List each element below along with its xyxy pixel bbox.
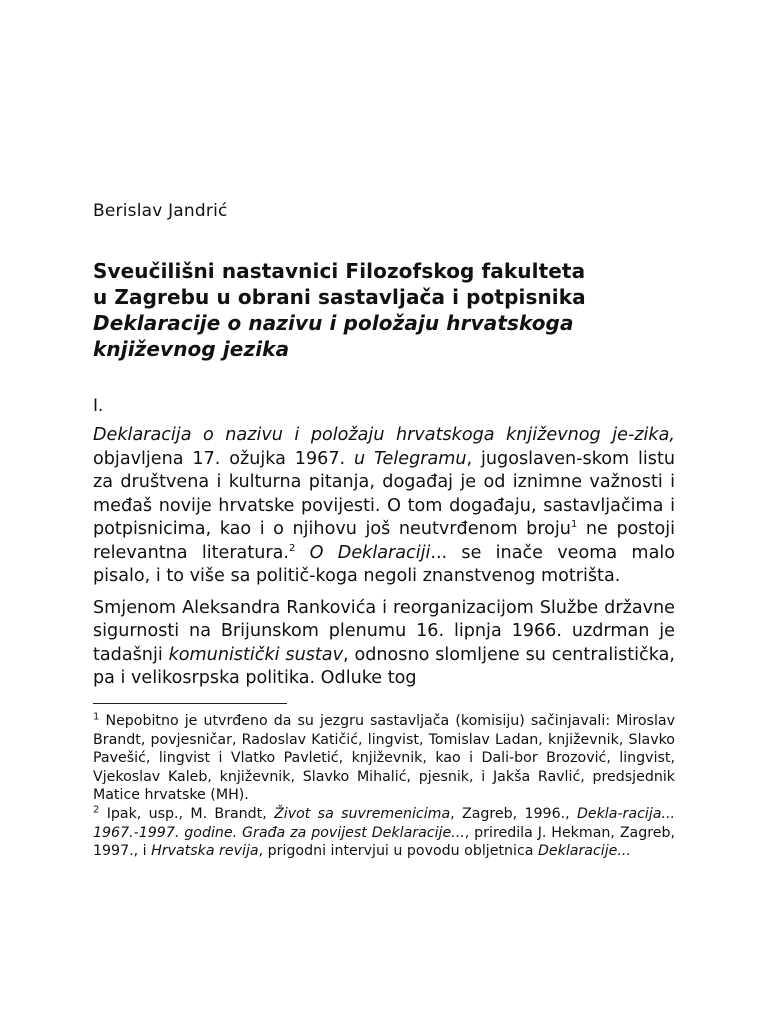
author-name: Berislav Jandrić <box>93 201 228 221</box>
body-text <box>93 424 675 699</box>
text-run: , Zagreb, 1996., <box>450 805 577 822</box>
footnote-1-text: Nepobitno je utvrđeno da su jezgru sastavljača (komisiju) sačinjavali: Miroslav Brandt, povjesničar, Radoslav Katičić, lingvist, Tomislav Ladan, književnik, Slavko Pavešić, lingvist i Vlatko Pavletić, književnik, kao i Dali-bor Brozović, lingvist, Vjekoslav Kaleb, književnik, Slavko Mihalić, pjesnik, i Jakša Ravlić, predsjednik Matice hrvatske (MH). <box>93 713 675 804</box>
title-line-2: u Zagrebu u obrani sastavljača i potpisnika <box>93 285 586 309</box>
footnote-number-1: 1 <box>93 711 100 723</box>
journal-title-italic: Hrvatska revija <box>151 843 259 860</box>
text-run: ... se inače veoma malo pisalo, i to više sa politič-koga negoli znanstvenog motrišta. <box>93 542 676 586</box>
footnote-number-2: 2 <box>93 804 100 816</box>
declaration-title-italic: Deklaracija o nazivu i položaju hrvatskoga književnog je-zika, <box>93 425 675 445</box>
section-number: I. <box>93 396 104 416</box>
title-line-3: Deklaracije o nazivu i položaju hrvatskoga <box>93 311 574 335</box>
text-run: , odnosno slomljene su centralistička, pa i velikosrpska politika. Odluke tog <box>93 644 675 688</box>
text-run: objavljena 17. ožujka 1967. <box>93 448 354 469</box>
text-run: , jugoslaven-skom listu za društvena i kulturna pitanja, događaj je od iznimne važnosti i međaš novije hrvatske povijesti. O tom događaju, sastavljačima i potpisnicima, kao i o njihovu još neutvrđenom broju <box>93 448 675 539</box>
declaration-italic: Deklaracije... <box>537 843 631 860</box>
komunisticki-sustav-italic: komunistički sustav <box>168 644 343 665</box>
o-deklaraciji-italic: O Deklaraciji <box>309 542 431 563</box>
telegram-italic: u Telegramu <box>353 448 467 469</box>
paragraph-1 <box>93 424 675 589</box>
book-title-italic: Dekla-racija... 1967.-1997. godine. Građa za povijest Deklaracije... <box>93 805 675 841</box>
text-run: ne postoji relevantna literatura. <box>93 519 675 563</box>
book-title-italic: Život sa suvremenicima <box>274 805 451 822</box>
text-run: , priredila J. Hekman, Zagreb, 1997., i <box>93 824 676 860</box>
footnote-2 <box>93 805 675 861</box>
text-run: , prigodni intervjui u povodu obljetnica <box>258 843 538 860</box>
footnote-1 <box>93 712 675 805</box>
footnotes <box>93 712 675 861</box>
text-run <box>295 543 309 563</box>
footnote-ref-1[interactable]: 1 <box>570 519 578 531</box>
article-title <box>93 258 675 362</box>
footnote-divider <box>93 703 287 704</box>
title-line-4: književnog jezika <box>93 337 290 361</box>
title-line-1: Sveučilišni nastavnici Filozofskog fakulteta <box>93 259 586 283</box>
text-run: Ipak, usp., M. Brandt, <box>99 805 275 822</box>
footnote-ref-2[interactable]: 2 <box>289 542 296 554</box>
paragraph-2 <box>93 597 675 691</box>
text-run: Smjenom Aleksandra Rankovića i reorganizacijom Službe državne sigurnosti na Brijunskom plenumu 16. lipnja 1966. uzdrman je tadašnji <box>93 597 675 665</box>
